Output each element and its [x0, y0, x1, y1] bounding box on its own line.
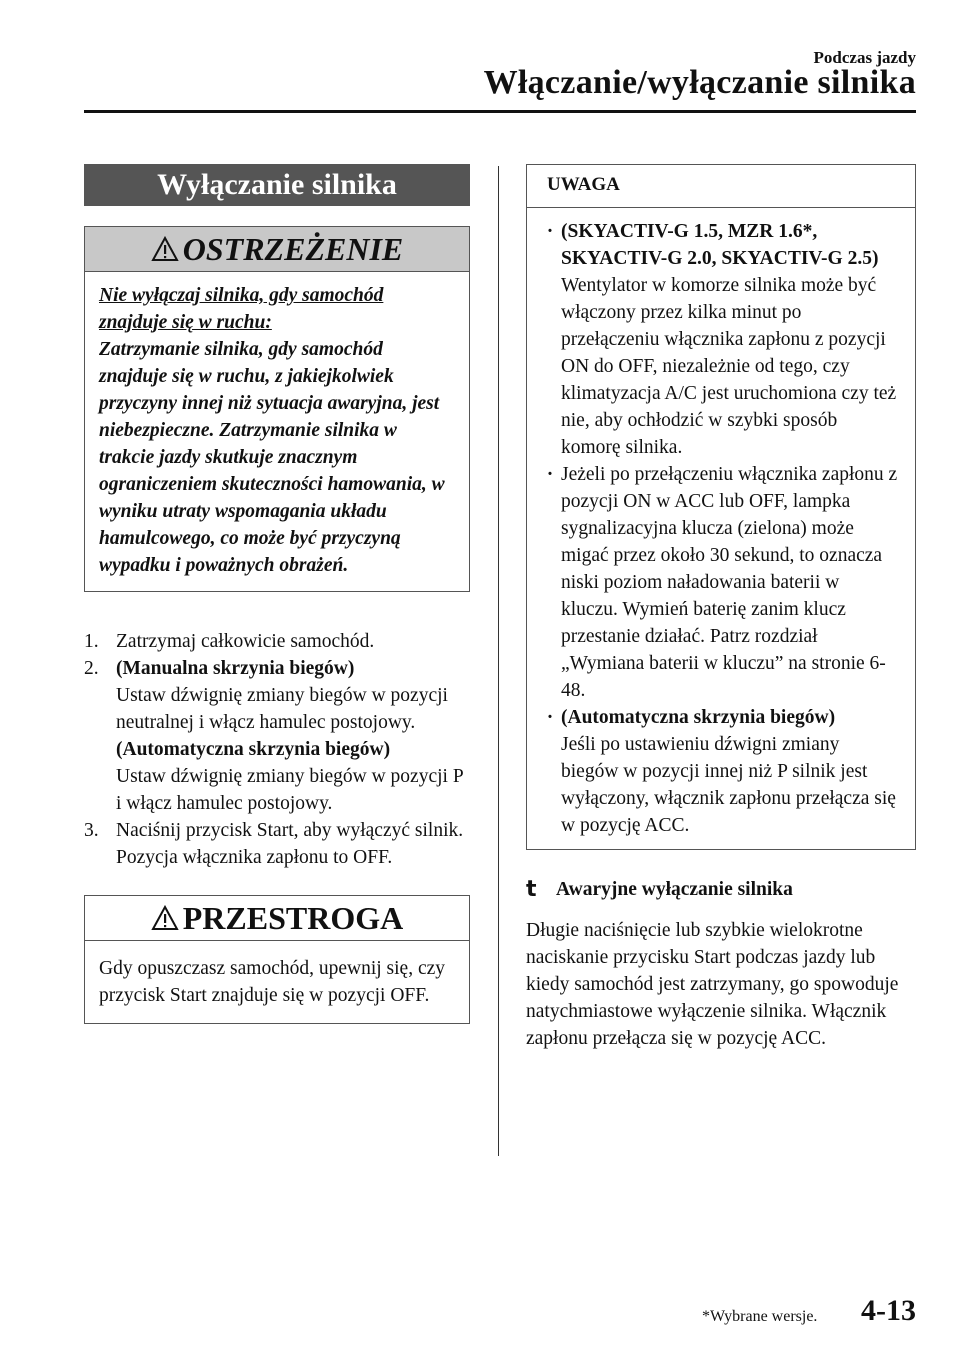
caution-box	[84, 895, 470, 1024]
warning-triangle-icon	[151, 236, 179, 262]
warning-box	[84, 226, 470, 592]
step-number: 1.	[84, 631, 99, 652]
section-title: Wyłączanie silnika	[84, 164, 470, 206]
automatic-transmission-label: (Automatyczna skrzynia biegów)	[116, 739, 391, 760]
step-2	[84, 655, 470, 817]
emergency-text: Długie naciśnięcie lub szybkie wielokrotne naciskanie przycisku Start podczas jazdy lub kiedy samochód jest zatrzymany, go spowoduje natychmiastowe wyłączenie silnika. Włącznik zapłonu przełącza się w pozycję ACC.	[526, 920, 899, 1049]
emergency-subheading	[526, 876, 916, 903]
steps-list	[84, 628, 470, 871]
caution-header	[85, 896, 469, 941]
running-header-title: Włączanie/wyłączanie silnika	[483, 64, 916, 101]
footnote: *Wybrane wersje.	[702, 1308, 818, 1325]
bullet-icon: ·	[546, 221, 554, 242]
warning-body	[85, 272, 469, 591]
header-rule	[84, 110, 916, 113]
emergency-title: Awaryjne wyłączanie silnika	[556, 879, 793, 900]
page-number: 4-13	[861, 1294, 916, 1327]
left-column	[84, 164, 470, 1024]
warning-header	[85, 227, 469, 272]
caution-body: Gdy opuszczasz samochód, upewnij się, czy przycisk Start znajduje się w pozycji OFF.	[99, 958, 446, 1006]
note-item	[539, 461, 901, 704]
note-item	[539, 218, 901, 461]
bullet-icon: ·	[546, 707, 554, 728]
warning-lead: Nie wyłączaj silnika, gdy samochód znajduje się w ruchu:	[99, 285, 384, 333]
step-number: 3.	[84, 820, 99, 841]
note-item-heading: (SKYACTIV-G 1.5, MZR 1.6*, SKYACTIV-G 2.0, SKYACTIV-G 2.5)	[561, 221, 879, 269]
note-item-heading: (Automatyczna skrzynia biegów)	[561, 707, 836, 728]
manual-transmission-label: (Manualna skrzynia biegów)	[116, 658, 355, 679]
note-box	[526, 164, 916, 850]
note-title: UWAGA	[527, 165, 915, 208]
step-1	[84, 628, 470, 655]
note-item	[539, 704, 901, 839]
automatic-transmission-text: Ustaw dźwignię zmiany biegów w pozycji P i włącz hamulec postojowy.	[116, 766, 463, 814]
warning-text: Zatrzymanie silnika, gdy samochód znajduje się w ruchu, z jakiejkolwiek przyczyny innej niż sytuacja awaryjna, jest niebezpieczne. Zatrzymanie silnika w trakcie jazdy skutkuje znacznym ograniczeniem skuteczności hamowania, w wyniku utraty wspomagania układu hamulcowego, co może być przyczyną wypadku i poważnych obrażeń.	[99, 339, 445, 576]
caution-triangle-icon	[151, 905, 179, 931]
step-text: Naciśnij przycisk Start, aby wyłączyć silnik. Pozycja włącznika zapłonu to OFF.	[116, 820, 464, 868]
note-body	[527, 208, 915, 849]
section-marker-icon: t	[526, 877, 537, 902]
right-column	[526, 164, 916, 1052]
bullet-icon: ·	[546, 464, 554, 485]
note-item-text: Wentylator w komorze silnika może być włączony przez kilka minut po przełączeniu włącznika zapłonu z pozycji ON do OFF, niezależnie od tego, czy klimatyzacja A/C jest uruchomiona czy też nie, aby ochłodzić w szybki sposób komorę silnika.	[561, 275, 897, 458]
note-item-text: Jeśli po ustawieniu dźwigni zmiany biegów w pozycji innej niż P silnik jest wyłączony, włącznik zapłonu przełącza się w pozycję ACC.	[561, 734, 896, 836]
caution-title: PRZESTROGA	[182, 899, 404, 936]
manual-transmission-text: Ustaw dźwignię zmiany biegów w pozycji neutralnej i włącz hamulec postojowy.	[116, 685, 448, 733]
column-divider	[498, 166, 499, 1156]
note-item-text: Jeżeli po przełączeniu włącznika zapłonu z pozycji ON w ACC lub OFF, lampka sygnalizacyjna klucza (zielona) może migać przez około 30 sekund, to oznacza niski poziom naładowania baterii w kluczu. Wymień baterię zanim klucz przestanie działać. Patrz rozdział „Wymiana baterii w kluczu” na stronie 6-48.	[561, 464, 898, 701]
warning-title: OSTRZEŻENIE	[182, 230, 404, 267]
step-text: Zatrzymaj całkowicie samochód.	[116, 631, 375, 652]
step-3	[84, 817, 470, 871]
step-number: 2.	[84, 658, 99, 679]
running-header-subtitle: Podczas jazdy	[813, 48, 916, 67]
